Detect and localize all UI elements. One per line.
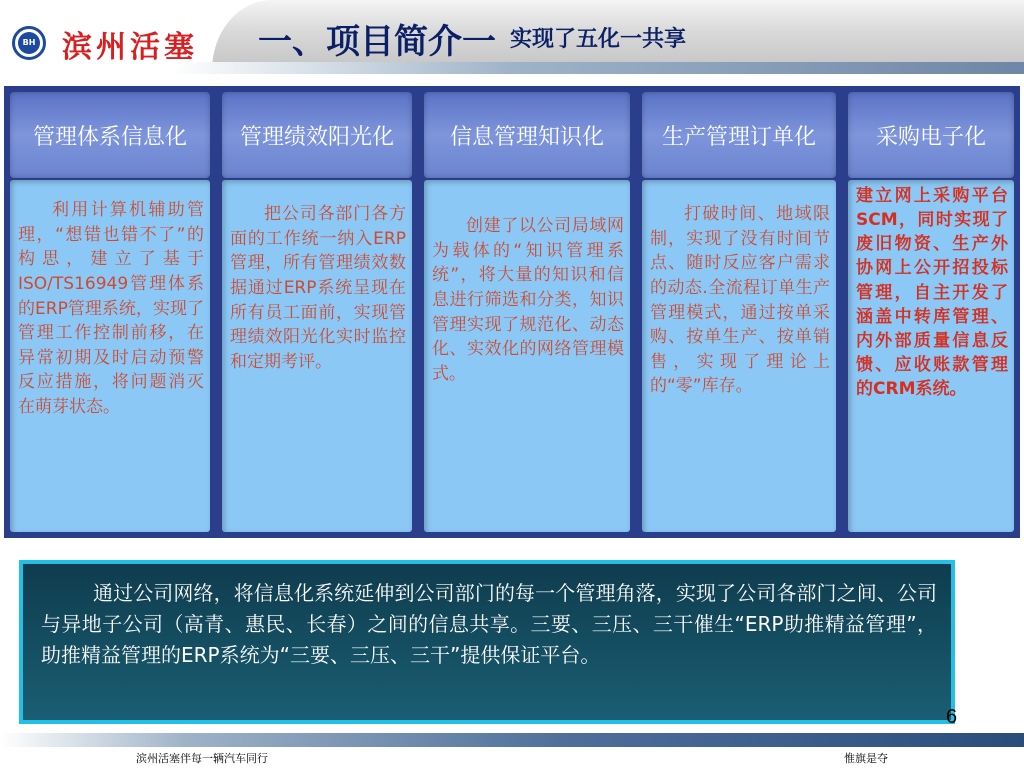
column-body (424, 180, 630, 532)
footer-bar (0, 733, 1024, 747)
company-logo-icon (12, 26, 46, 60)
column-body (642, 180, 836, 532)
slide-header (0, 0, 1024, 82)
column-body (10, 180, 210, 532)
column-heading: 采购电子化 (848, 92, 1014, 178)
header-blue-stripe (170, 62, 1024, 74)
logo-badge-text: BH (18, 32, 40, 54)
column-performance (216, 86, 418, 538)
company-logo-text: 滨州活塞 (62, 30, 198, 65)
column-management-system (4, 86, 216, 538)
column-heading: 信息管理知识化 (424, 92, 630, 178)
column-text: 打破时间、地域限制，实现了没有时间节点、随时反应客户需求的动态.全流程订单生产管理模式，通过按单采购、按单生产、按单销售，实现了理论上的“零”库存。 (650, 204, 830, 397)
column-text: 建立网上采购平台SCM，同时实现了废旧物资、生产外协网上公开招投标管理，自主开发了涵盖中转库管理、内外部质量信息反馈、应收账款管理的CRM系统。 (856, 186, 1008, 399)
slide-title: 一、项目简介一 (258, 22, 496, 62)
column-heading: 生产管理订单化 (642, 92, 836, 178)
footer-slogan: 滨州活塞伴每一辆汽车同行 (136, 752, 268, 765)
footer-motto: 惟旗是夺 (844, 752, 888, 765)
column-text: 创建了以公司局域网为载体的“知识管理系统”，将大量的知识和信息进行筛选和分类，知识管理实现了规范化、动态化、实效化的网络管理模式。 (432, 216, 624, 384)
summary-text: 通过公司网络，将信息化系统延伸到公司部门的每一个管理角落，实现了公司各部门之间、公司与异地子公司（高青、惠民、长春）之间的信息共享。三要、三压、三干催生“ERP助推精益管理”，助推精益管理的ERP系统为“三要、三压、三干”提供保证平台。 (23, 564, 951, 720)
five-column-table (4, 86, 1020, 538)
column-knowledge (418, 86, 636, 538)
summary-panel (19, 560, 955, 724)
slide-subtitle: 实现了五化一共享 (510, 27, 687, 52)
column-text: 把公司各部门各方面的工作统一纳入ERP管理，所有管理绩效数据通过ERP系统呈现在所有员工面前，实现管理绩效阳光化实时监控和定期考评。 (230, 204, 406, 372)
column-text: 利用计算机辅助管理，“想错也错不了”的构思，建立了基于ISO/TS16949管理体系的ERP管理系统，实现了管理工作控制前移，在异常初期及时启动预警反应措施，将问题消灭在萌芽状态。 (18, 200, 204, 418)
column-body (848, 180, 1014, 532)
column-heading: 管理体系信息化 (10, 92, 210, 178)
page-number: 6 (946, 706, 958, 728)
column-body (222, 180, 412, 532)
column-orders (636, 86, 842, 538)
column-procurement (842, 86, 1020, 538)
column-heading: 管理绩效阳光化 (222, 92, 412, 178)
